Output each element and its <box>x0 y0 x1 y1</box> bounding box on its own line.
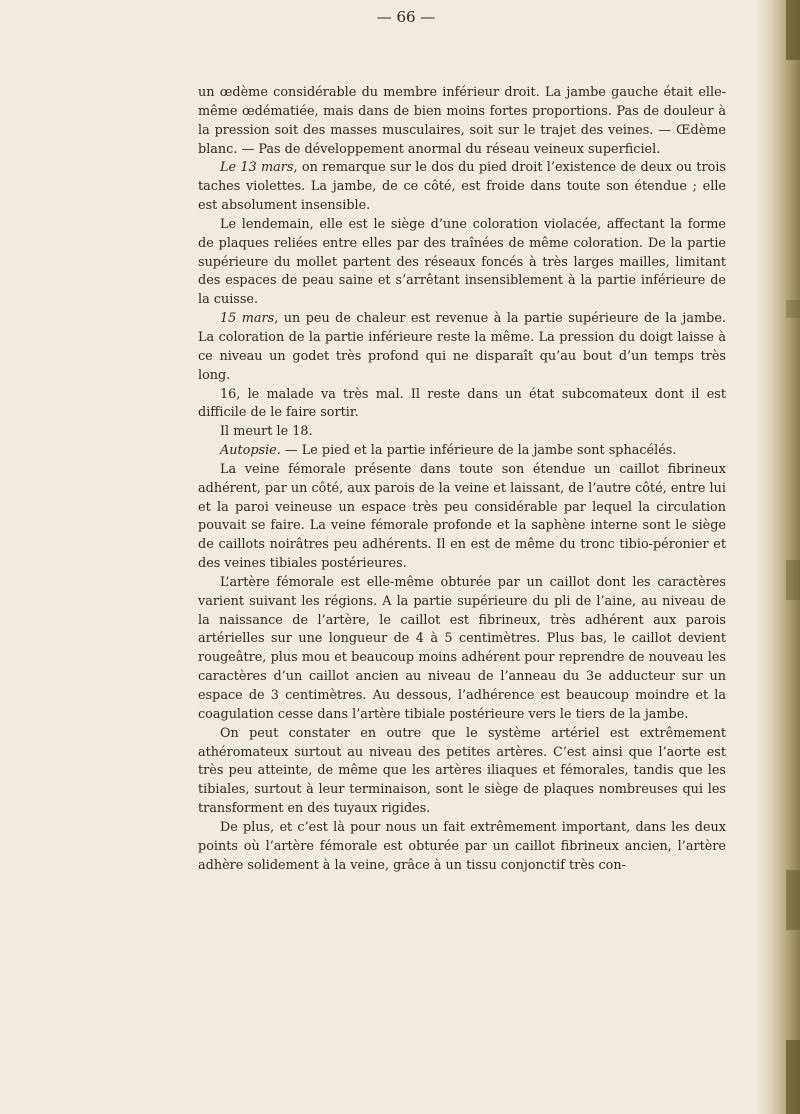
paragraph <box>198 159 726 216</box>
paragraph: La veine fémorale présente dans toute son étendue un caillot fibrineux adhérent, par un côté, aux parois de la veine et laissant, de l’autre côté, entre lui et la paroi veineuse un espace très peu considérable par lequel la circulation pouvait se faire. La veine fémorale profonde et la saphène interne sont le siège de caillots noirâtres peu adhérents. Il en est de même du tronc tibio-péronier et des veines tibiales postérieures. <box>198 461 726 572</box>
paragraph <box>198 310 726 385</box>
paragraph: 16, le malade va très mal. Il reste dans un état subcomateux dont il est difficile de le faire sortir. <box>198 386 726 421</box>
page-body <box>198 84 726 875</box>
date-label: 15 mars <box>220 311 275 327</box>
date-label: Le 13 mars <box>220 160 294 176</box>
paragraph: un œdème considérable du membre inférieur droit. La jambe gauche était elle-même œdématiée, mais dans de bien moins fortes proportions. Pas de douleur à la pression soit des masses musculaires, soit sur le trajet des veines. — Œdème blanc. — Pas de développement anormal du réseau veineux superficiel. <box>198 85 726 157</box>
page-edge-shadow <box>756 0 800 1114</box>
edge-dark-band <box>786 870 800 930</box>
edge-dark-band <box>786 300 800 318</box>
paragraph-text: , on remarque sur le dos du pied droit l’existence de deux ou trois taches violettes. La jambe, de ce côté, est froide dans toute son étendue ; elle est absolument insensible. <box>198 160 726 214</box>
paragraph: Le lendemain, elle est le siège d’une coloration violacée, affectant la forme de plaques reliées entre elles par des traînées de même coloration. De la partie supérieure du mollet partent des réseaux foncés à très larges mailles, limitant des espaces de peau saine et s’arrêtant insensiblement à la partie inférieure de la cuisse. <box>198 216 726 308</box>
paragraph: L’artère fémorale est elle-même obturée par un caillot dont les caractères varient suivant les régions. A la partie supérieure du pli de l’aine, au niveau de la naissance de l’artère, le caillot est fibrineux, très adhérent aux parois artérielles sur une longueur de 4 à 5 centimètres. Plus bas, le caillot devient rougeâtre, plus mou et beaucoup moins adhérent pour reprendre de nouveau les caractères d’un caillot ancien au niveau de l’anneau du 3e adducteur sur un espace de 3 centimètres. Au dessous, l’adhérence est beaucoup moindre et la coagulation cesse dans l’artère tibiale postérieure vers le tiers de la jambe. <box>198 574 726 722</box>
paragraph <box>198 442 726 461</box>
paragraph: On peut constater en outre que le système artériel est extrêmement athéromateux surtout au niveau des petites artères. C’est ainsi que l’aorte est très peu atteinte, de même que les artères iliaques et fémorales, tandis que les tibiales, surtout à leur terminaison, sont le siège de plaques nombreuses qui les transforment en des tuyaux rigides. <box>198 725 726 817</box>
page-number: — 66 — <box>376 8 436 26</box>
page-header <box>0 8 800 32</box>
paragraph: De plus, et c’est là pour nous un fait extrêmement important, dans les deux points où l’artère fémorale est obturée par un caillot fibrineux ancien, l’artère adhère solidement à la veine, grâce à un tissu conjonctif très con- <box>198 819 726 873</box>
paragraph: Il meurt le 18. <box>220 424 313 440</box>
edge-dark-band <box>786 560 800 600</box>
paragraph-text: , un peu de chaleur est revenue à la partie supérieure de la jambe. La coloration de la partie inférieure reste la même. La pression du doigt laisse à ce niveau un godet très profond qui ne disparaît qu’au bout d’un temps très long. <box>198 311 726 383</box>
paragraph-text: — Le pied et la partie inférieure de la jambe sont sphacélés. <box>280 443 677 459</box>
edge-dark-band <box>786 1040 800 1114</box>
section-label: Autopsie. <box>220 443 281 459</box>
